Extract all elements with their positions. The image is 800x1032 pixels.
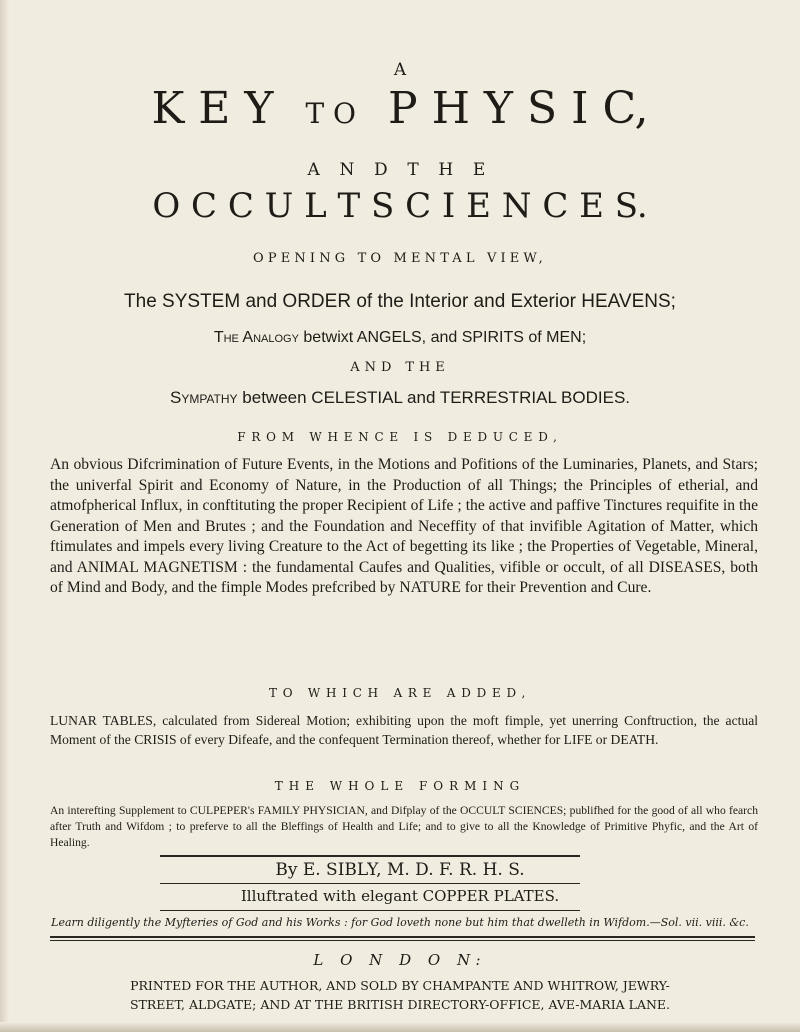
analogy-lead: The Analogy	[213, 329, 299, 346]
main-title	[0, 82, 800, 141]
rule-2	[160, 883, 580, 884]
london-line: L O N D O N:	[313, 951, 487, 969]
analogy-rest: betwixt ANGELS, and SPIRITS of MEN;	[303, 329, 587, 346]
system-line: The SYSTEM and ORDER of the Interior and Exterior HEAVENS;	[124, 291, 676, 312]
deduced-paragraph	[50, 455, 758, 599]
from-whence-line: FROM WHENCE IS DEDUCED,	[237, 430, 563, 444]
title-to: T O	[305, 97, 356, 130]
supplement-text: An interefting Supplement to CULPEPER's FAMILY PHYSICIAN, and Difplay of the OCCULT SCIENCES; publifhed for the good of all who fearch after Truth and Wifdom ; to preferve to all the Bleffings of Health and Life; and to give to all the Knowledge of Primitive Phyfic, and the Art of Healing.	[50, 804, 758, 849]
whole-forming-line: THE WHOLE FORMING	[274, 779, 526, 793]
rule-3	[160, 910, 580, 911]
page-bottom-edge	[0, 1022, 800, 1032]
illustrated-line: Illuftrated with elegant COPPER PLATES.	[240, 887, 560, 905]
supplement-paragraph	[50, 803, 758, 851]
rule-5	[50, 940, 755, 941]
sympathy-line	[0, 388, 800, 408]
imprint-line-2: STREET, ALDGATE; AND AT THE BRITISH DIRECTORY-OFFICE, AVE-MARIA LANE.	[129, 997, 671, 1012]
deduced-text: An obvious Difcrimination of Future Events, in the Motions and Pofitions of the Luminaries, Planets, and Stars; the univerfal Spirit and Economy of Nature, in the Production of all Things; the Principles of etherial, and atmofpherical Influx, in conftituting the proper Recipient of Life ; the active and paffive Tinctures requifite in the Generation of Men and Brutes ; and the Foundation and Neceffity of that invifible Agitation of Matter, which ftimulates and impels every living Creature to the Act of begetting its like ; the Properties of Vegetable, Mineral, and ANIMAL MAGNETISM : the fundamental Caufes and Qualities, vifible or occult, of all DISEASES, both of Mind and Body, and the fimple Modes prefcribed by NATURE for their Prevention and Cure.	[50, 456, 758, 596]
and-the-line: A N D T H E	[307, 160, 493, 180]
imprint-line-1: PRINTED FOR THE AUTHOR, AND SOLD BY CHAMPANTE AND WHITROW, JEWRY-	[130, 978, 670, 993]
title-key: K E Y	[151, 83, 274, 134]
lunar-text: LUNAR TABLES, calculated from Sidereal Motion; exhibiting upon the moft fimple, yet unerring Conftruction, the actual Moment of the CRISIS of every Difeafe, and the confequent Termination thereof, whether for LIFE or DEATH.	[50, 713, 758, 747]
epigraph-line: Learn diligently the Myfteries of God and his Works : for God loveth none but him that dwelleth in Wifdom.—Sol. vii. viii. &c.	[51, 916, 749, 929]
and-the-line-2: AND THE	[350, 360, 450, 375]
rule-1	[160, 855, 580, 857]
sympathy-rest: between CELESTIAL and TERRESTRIAL BODIES.	[242, 388, 631, 407]
analogy-line	[0, 329, 800, 347]
title-physic: P H Y S I C,	[387, 83, 649, 134]
opening-line: OPENING TO MENTAL VIEW,	[253, 251, 547, 266]
sympathy-lead: Sympathy	[169, 388, 238, 407]
lunar-paragraph	[50, 711, 758, 749]
occult-sciences-title: O C C U L T S C I E N C E S.	[152, 186, 648, 226]
rule-4	[50, 936, 755, 938]
title-article: A	[393, 60, 407, 80]
to-which-line: TO WHICH ARE ADDED,	[268, 686, 532, 700]
author-line: By E. SIBLY, M. D. F. R. H. S.	[275, 860, 525, 880]
